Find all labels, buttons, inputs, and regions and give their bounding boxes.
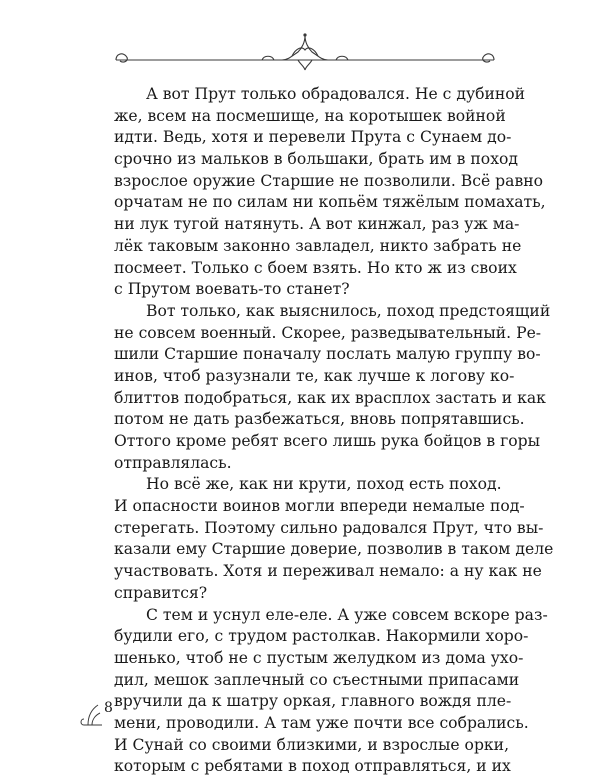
text-line: И Сунай со своими близкими, и взрослые орки, bbox=[114, 735, 510, 754]
text-line: с Прутом воевать-то станет? bbox=[114, 280, 350, 299]
top-ornament-divider bbox=[112, 30, 498, 74]
text-line: будили его, с трудом растолкав. Накормили хоро- bbox=[114, 627, 529, 646]
text-line: шенько, чтоб не с пустым желудком из дома ухо- bbox=[114, 648, 524, 667]
text-line: дил, мешок заплечный со съестными припасами bbox=[114, 670, 520, 689]
text-line: лёк таковым законно завладел, никто забрать не bbox=[114, 236, 522, 255]
text-line: справится? bbox=[114, 583, 208, 602]
text-line: А вот Прут только обрадовался. Не с дубиной bbox=[146, 85, 526, 103]
text-line: вручили да к шатру оркая, главного вождя пле- bbox=[114, 692, 512, 711]
text-line: казали ему Старшие доверие, позволив в таком деле bbox=[114, 540, 554, 559]
page-number: 8 bbox=[104, 700, 113, 716]
text-line: которым с ребятами в поход отправляться, и их bbox=[114, 757, 511, 776]
text-line: взрослое оружие Старшие не позволили. Всё равно bbox=[114, 171, 544, 190]
text-line: С тем и уснул еле-еле. А уже совсем вскоре раз- bbox=[146, 605, 548, 624]
text-line: идти. Ведь, хотя и перевели Прута с Сунаем до- bbox=[114, 128, 512, 147]
text-line: срочно из мальков в большаки, брать им в поход bbox=[114, 150, 518, 169]
text-line: И опасности воинов могли впереди немалые под- bbox=[114, 497, 525, 516]
ornament-dot bbox=[303, 33, 306, 36]
text-line: блиттов подобраться, как их врасплох застать и как bbox=[114, 388, 546, 407]
text-line: не совсем военный. Скорее, разведывательный. Ре- bbox=[114, 323, 542, 342]
text-line: орчатам не по силам ни копьём тяжёлым помахать, bbox=[114, 193, 546, 212]
text-line: участвовать. Хотя и переживал немало: а ну как не bbox=[114, 562, 542, 581]
text-line: мени, проводили. А там уже почти все собрались. bbox=[114, 713, 529, 732]
text-line: потом не дать разбежаться, вновь попрятавшись. bbox=[114, 410, 525, 429]
text-line: стерегать. Поэтому сильно радовался Прут, что вы- bbox=[114, 518, 544, 537]
text-line: инов, чтоб разузнали те, как лучше к логову ко- bbox=[114, 366, 515, 385]
text-line: отправлялась. bbox=[114, 453, 232, 472]
text-line: Вот только, как выяснилось, поход предстоящий bbox=[146, 301, 551, 320]
text-line: же, всем на посмешище, на коротышек войной bbox=[114, 106, 506, 125]
text-line: посмеет. Только с боем взять. Но кто ж из своих bbox=[114, 258, 517, 277]
text-line: Но всё же, как ни крути, поход есть поход. bbox=[146, 475, 502, 494]
text-line: Оттого кроме ребят всего лишь рука бойцов в горы bbox=[114, 432, 541, 450]
text-line: шили Старшие поначалу послать малую группу во- bbox=[114, 345, 541, 364]
text-line: ни лук тугой натянуть. А вот кинжал, раз уж ма- bbox=[114, 215, 520, 234]
body-text bbox=[114, 84, 554, 778]
